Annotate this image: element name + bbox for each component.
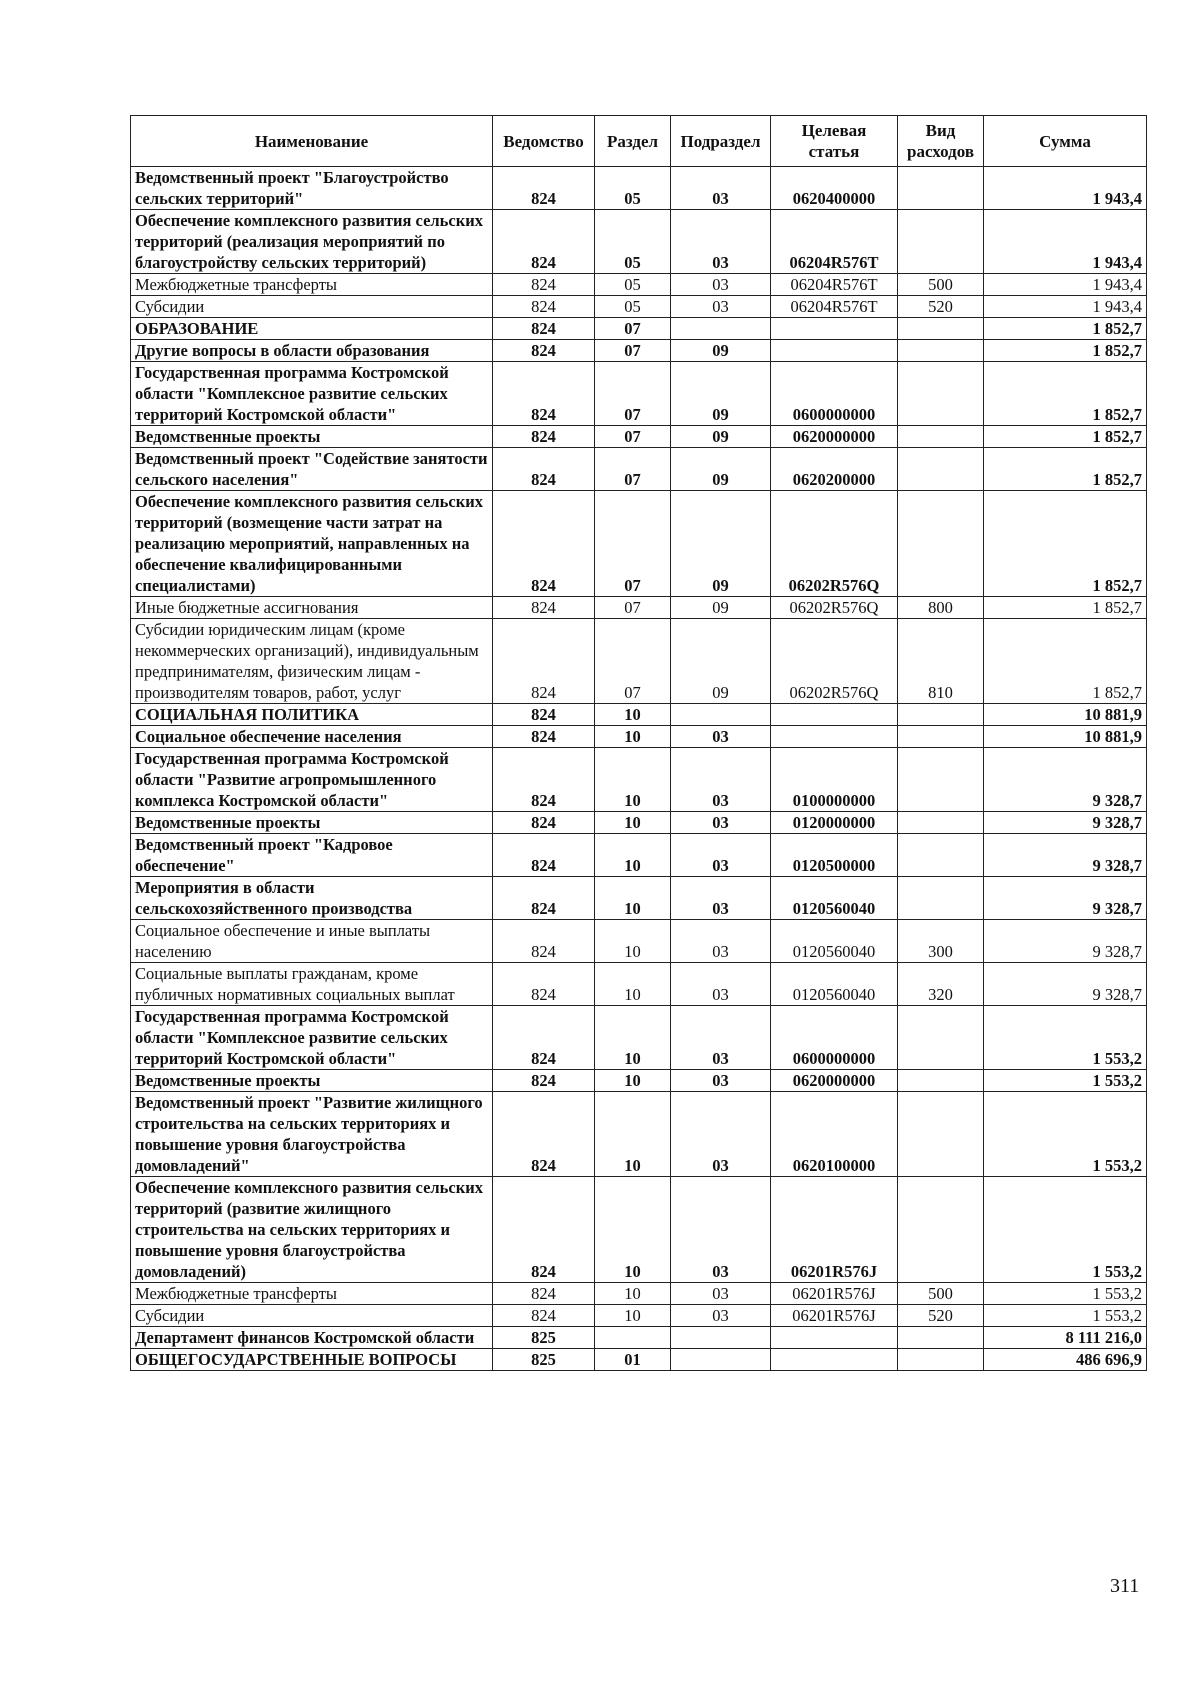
cell-amount: 1 943,4 bbox=[984, 167, 1147, 210]
cell-name: Социальное обеспечение и иные выплаты населению bbox=[131, 920, 493, 963]
cell-name: Межбюджетные трансферты bbox=[131, 274, 493, 296]
cell-amount: 9 328,7 bbox=[984, 812, 1147, 834]
cell-target-article: 0120500000 bbox=[771, 834, 898, 877]
cell-expense-type: 810 bbox=[898, 619, 984, 704]
cell-amount: 1 553,2 bbox=[984, 1006, 1147, 1070]
cell-amount: 1 943,4 bbox=[984, 274, 1147, 296]
cell-section: 10 bbox=[595, 1305, 671, 1327]
cell-expense-type bbox=[898, 318, 984, 340]
cell-name: Ведомственный проект "Благоустройство сельских территорий" bbox=[131, 167, 493, 210]
cell-name: Субсидии юридическим лицам (кроме некоммерческих организаций), индивидуальным предпринимателям, физическим лицам - производителям товаров, работ, услуг bbox=[131, 619, 493, 704]
cell-target-article: 06204R576T bbox=[771, 296, 898, 318]
table-row bbox=[131, 1327, 1147, 1349]
table-row bbox=[131, 726, 1147, 748]
cell-section: 10 bbox=[595, 726, 671, 748]
cell-department: 824 bbox=[493, 1006, 595, 1070]
cell-amount: 1 943,4 bbox=[984, 296, 1147, 318]
cell-expense-type bbox=[898, 210, 984, 274]
cell-amount: 1 852,7 bbox=[984, 362, 1147, 426]
cell-department: 824 bbox=[493, 296, 595, 318]
table-row bbox=[131, 296, 1147, 318]
cell-amount: 1 852,7 bbox=[984, 340, 1147, 362]
header-subsection: Подраздел bbox=[671, 116, 771, 167]
cell-section: 05 bbox=[595, 210, 671, 274]
cell-subsection: 09 bbox=[671, 362, 771, 426]
header-name: Наименование bbox=[131, 116, 493, 167]
cell-name: Мероприятия в области сельскохозяйственного производства bbox=[131, 877, 493, 920]
cell-subsection bbox=[671, 318, 771, 340]
header-section: Раздел bbox=[595, 116, 671, 167]
cell-name: Департамент финансов Костромской области bbox=[131, 1327, 493, 1349]
table-row bbox=[131, 1092, 1147, 1177]
cell-section: 07 bbox=[595, 619, 671, 704]
cell-section: 05 bbox=[595, 274, 671, 296]
cell-name: Межбюджетные трансферты bbox=[131, 1283, 493, 1305]
cell-subsection: 09 bbox=[671, 619, 771, 704]
cell-section: 07 bbox=[595, 426, 671, 448]
cell-subsection: 03 bbox=[671, 274, 771, 296]
cell-department: 824 bbox=[493, 834, 595, 877]
cell-name: Ведомственный проект "Содействие занятости сельского населения" bbox=[131, 448, 493, 491]
cell-section: 10 bbox=[595, 834, 671, 877]
cell-department: 824 bbox=[493, 448, 595, 491]
cell-expense-type bbox=[898, 1006, 984, 1070]
cell-department: 824 bbox=[493, 920, 595, 963]
header-target-article: Целевая статья bbox=[771, 116, 898, 167]
cell-name: ОБРАЗОВАНИЕ bbox=[131, 318, 493, 340]
cell-section: 10 bbox=[595, 920, 671, 963]
cell-section: 10 bbox=[595, 877, 671, 920]
cell-department: 824 bbox=[493, 877, 595, 920]
cell-target-article: 0600000000 bbox=[771, 1006, 898, 1070]
cell-subsection: 03 bbox=[671, 834, 771, 877]
cell-department: 824 bbox=[493, 963, 595, 1006]
cell-department: 825 bbox=[493, 1349, 595, 1371]
cell-subsection: 03 bbox=[671, 877, 771, 920]
cell-expense-type bbox=[898, 1349, 984, 1371]
table-row bbox=[131, 834, 1147, 877]
cell-name: СОЦИАЛЬНАЯ ПОЛИТИКА bbox=[131, 704, 493, 726]
cell-section: 10 bbox=[595, 1283, 671, 1305]
cell-section: 07 bbox=[595, 491, 671, 597]
cell-name: Государственная программа Костромской области "Комплексное развитие сельских территорий Костромской области" bbox=[131, 362, 493, 426]
cell-target-article bbox=[771, 704, 898, 726]
cell-amount: 1 852,7 bbox=[984, 426, 1147, 448]
cell-subsection: 09 bbox=[671, 597, 771, 619]
cell-department: 824 bbox=[493, 704, 595, 726]
table-body bbox=[131, 167, 1147, 1371]
cell-subsection: 03 bbox=[671, 963, 771, 1006]
cell-target-article: 0620100000 bbox=[771, 1092, 898, 1177]
cell-name: Ведомственные проекты bbox=[131, 1070, 493, 1092]
cell-expense-type bbox=[898, 748, 984, 812]
cell-target-article: 0620000000 bbox=[771, 426, 898, 448]
cell-section: 05 bbox=[595, 167, 671, 210]
cell-expense-type bbox=[898, 491, 984, 597]
cell-section: 10 bbox=[595, 1006, 671, 1070]
cell-subsection: 03 bbox=[671, 812, 771, 834]
cell-subsection bbox=[671, 1349, 771, 1371]
table-row bbox=[131, 340, 1147, 362]
table-row bbox=[131, 1006, 1147, 1070]
cell-section: 01 bbox=[595, 1349, 671, 1371]
cell-department: 824 bbox=[493, 1092, 595, 1177]
cell-section: 07 bbox=[595, 597, 671, 619]
cell-department: 824 bbox=[493, 340, 595, 362]
cell-subsection: 03 bbox=[671, 920, 771, 963]
cell-department: 824 bbox=[493, 491, 595, 597]
cell-subsection: 03 bbox=[671, 296, 771, 318]
cell-section: 10 bbox=[595, 748, 671, 812]
cell-name: Другие вопросы в области образования bbox=[131, 340, 493, 362]
cell-expense-type: 300 bbox=[898, 920, 984, 963]
table-header-row bbox=[131, 116, 1147, 167]
cell-subsection: 03 bbox=[671, 1006, 771, 1070]
cell-name: Государственная программа Костромской области "Развитие агропромышленного комплекса Костромской области" bbox=[131, 748, 493, 812]
cell-target-article: 06202R576Q bbox=[771, 491, 898, 597]
cell-department: 824 bbox=[493, 318, 595, 340]
cell-department: 824 bbox=[493, 274, 595, 296]
cell-name: Субсидии bbox=[131, 1305, 493, 1327]
cell-name: Ведомственный проект "Развитие жилищного строительства на сельских территориях и повышение уровня благоустройства домовладений" bbox=[131, 1092, 493, 1177]
table-row bbox=[131, 1283, 1147, 1305]
cell-subsection: 03 bbox=[671, 726, 771, 748]
table-row bbox=[131, 448, 1147, 491]
table-row bbox=[131, 597, 1147, 619]
header-department: Ведомство bbox=[493, 116, 595, 167]
cell-department: 824 bbox=[493, 1305, 595, 1327]
table-row bbox=[131, 748, 1147, 812]
cell-section: 07 bbox=[595, 340, 671, 362]
cell-section: 07 bbox=[595, 362, 671, 426]
cell-name: Социальное обеспечение населения bbox=[131, 726, 493, 748]
cell-target-article: 0120560040 bbox=[771, 877, 898, 920]
cell-department: 824 bbox=[493, 210, 595, 274]
cell-department: 824 bbox=[493, 726, 595, 748]
cell-section: 10 bbox=[595, 1177, 671, 1283]
table-row bbox=[131, 619, 1147, 704]
cell-name: Обеспечение комплексного развития сельских территорий (развитие жилищного строительства на сельских территориях и повышение уровня благоустройства домовладений) bbox=[131, 1177, 493, 1283]
cell-target-article: 06201R576J bbox=[771, 1283, 898, 1305]
table-row bbox=[131, 963, 1147, 1006]
cell-expense-type: 320 bbox=[898, 963, 984, 1006]
table-row bbox=[131, 704, 1147, 726]
cell-expense-type bbox=[898, 1327, 984, 1349]
cell-expense-type bbox=[898, 812, 984, 834]
cell-amount: 1 943,4 bbox=[984, 210, 1147, 274]
cell-amount: 9 328,7 bbox=[984, 963, 1147, 1006]
cell-expense-type bbox=[898, 448, 984, 491]
cell-amount: 486 696,9 bbox=[984, 1349, 1147, 1371]
cell-section: 10 bbox=[595, 1070, 671, 1092]
table-row bbox=[131, 1349, 1147, 1371]
cell-target-article: 0120560040 bbox=[771, 963, 898, 1006]
table-row bbox=[131, 210, 1147, 274]
cell-department: 825 bbox=[493, 1327, 595, 1349]
cell-subsection bbox=[671, 1327, 771, 1349]
cell-target-article: 0120000000 bbox=[771, 812, 898, 834]
cell-target-article: 0120560040 bbox=[771, 920, 898, 963]
cell-subsection: 09 bbox=[671, 426, 771, 448]
cell-amount: 8 111 216,0 bbox=[984, 1327, 1147, 1349]
cell-expense-type bbox=[898, 1070, 984, 1092]
cell-name: Ведомственные проекты bbox=[131, 426, 493, 448]
cell-section: 05 bbox=[595, 296, 671, 318]
cell-section: 07 bbox=[595, 448, 671, 491]
cell-amount: 1 553,2 bbox=[984, 1070, 1147, 1092]
table-row bbox=[131, 362, 1147, 426]
cell-subsection: 03 bbox=[671, 167, 771, 210]
cell-subsection: 03 bbox=[671, 1177, 771, 1283]
cell-amount: 1 553,2 bbox=[984, 1283, 1147, 1305]
cell-department: 824 bbox=[493, 597, 595, 619]
cell-target-article bbox=[771, 1327, 898, 1349]
cell-amount: 1 553,2 bbox=[984, 1177, 1147, 1283]
cell-expense-type bbox=[898, 726, 984, 748]
cell-department: 824 bbox=[493, 362, 595, 426]
cell-amount: 9 328,7 bbox=[984, 920, 1147, 963]
cell-expense-type: 520 bbox=[898, 296, 984, 318]
table-row bbox=[131, 812, 1147, 834]
cell-subsection: 03 bbox=[671, 210, 771, 274]
cell-expense-type bbox=[898, 834, 984, 877]
cell-subsection: 03 bbox=[671, 748, 771, 812]
cell-name: Ведомственный проект "Кадровое обеспечение" bbox=[131, 834, 493, 877]
table-row bbox=[131, 274, 1147, 296]
cell-expense-type bbox=[898, 426, 984, 448]
cell-name: Иные бюджетные ассигнования bbox=[131, 597, 493, 619]
cell-expense-type bbox=[898, 704, 984, 726]
cell-subsection: 03 bbox=[671, 1092, 771, 1177]
cell-expense-type: 500 bbox=[898, 274, 984, 296]
table-row bbox=[131, 491, 1147, 597]
cell-target-article: 0600000000 bbox=[771, 362, 898, 426]
cell-target-article: 0100000000 bbox=[771, 748, 898, 812]
cell-subsection: 03 bbox=[671, 1305, 771, 1327]
cell-section: 10 bbox=[595, 1092, 671, 1177]
cell-department: 824 bbox=[493, 1177, 595, 1283]
cell-subsection bbox=[671, 704, 771, 726]
cell-expense-type bbox=[898, 1092, 984, 1177]
cell-name: Субсидии bbox=[131, 296, 493, 318]
cell-name: Государственная программа Костромской области "Комплексное развитие сельских территорий Костромской области" bbox=[131, 1006, 493, 1070]
cell-name: ОБЩЕГОСУДАРСТВЕННЫЕ ВОПРОСЫ bbox=[131, 1349, 493, 1371]
cell-department: 824 bbox=[493, 619, 595, 704]
cell-department: 824 bbox=[493, 426, 595, 448]
cell-target-article bbox=[771, 1349, 898, 1371]
cell-amount: 1 852,7 bbox=[984, 448, 1147, 491]
cell-name: Обеспечение комплексного развития сельских территорий (возмещение части затрат на реализацию мероприятий, направленных на обеспечение квалифицированными специалистами) bbox=[131, 491, 493, 597]
cell-amount: 1 852,7 bbox=[984, 597, 1147, 619]
cell-department: 824 bbox=[493, 812, 595, 834]
cell-target-article: 0620200000 bbox=[771, 448, 898, 491]
cell-subsection: 09 bbox=[671, 491, 771, 597]
cell-expense-type bbox=[898, 167, 984, 210]
cell-section: 07 bbox=[595, 318, 671, 340]
table-row bbox=[131, 167, 1147, 210]
cell-subsection: 09 bbox=[671, 448, 771, 491]
cell-section bbox=[595, 1327, 671, 1349]
cell-subsection: 03 bbox=[671, 1283, 771, 1305]
cell-expense-type bbox=[898, 362, 984, 426]
cell-amount: 1 852,7 bbox=[984, 619, 1147, 704]
cell-amount: 1 553,2 bbox=[984, 1092, 1147, 1177]
table-row bbox=[131, 1177, 1147, 1283]
cell-department: 824 bbox=[493, 167, 595, 210]
cell-name: Обеспечение комплексного развития сельских территорий (реализация мероприятий по благоустройству сельских территорий) bbox=[131, 210, 493, 274]
cell-target-article bbox=[771, 726, 898, 748]
cell-expense-type: 800 bbox=[898, 597, 984, 619]
cell-expense-type bbox=[898, 340, 984, 362]
cell-subsection: 03 bbox=[671, 1070, 771, 1092]
table-row bbox=[131, 920, 1147, 963]
cell-amount: 10 881,9 bbox=[984, 726, 1147, 748]
cell-target-article bbox=[771, 318, 898, 340]
cell-amount: 1 852,7 bbox=[984, 318, 1147, 340]
cell-department: 824 bbox=[493, 1070, 595, 1092]
table-row bbox=[131, 1070, 1147, 1092]
cell-expense-type: 520 bbox=[898, 1305, 984, 1327]
cell-expense-type bbox=[898, 1177, 984, 1283]
cell-target-article: 06201R576J bbox=[771, 1177, 898, 1283]
cell-name: Социальные выплаты гражданам, кроме публичных нормативных социальных выплат bbox=[131, 963, 493, 1006]
cell-amount: 1 553,2 bbox=[984, 1305, 1147, 1327]
cell-amount: 9 328,7 bbox=[984, 834, 1147, 877]
cell-target-article: 0620400000 bbox=[771, 167, 898, 210]
header-expense-type: Вид расходов bbox=[898, 116, 984, 167]
cell-expense-type: 500 bbox=[898, 1283, 984, 1305]
cell-target-article bbox=[771, 340, 898, 362]
table-row bbox=[131, 426, 1147, 448]
cell-department: 824 bbox=[493, 748, 595, 812]
budget-table bbox=[130, 115, 1147, 1371]
cell-amount: 9 328,7 bbox=[984, 877, 1147, 920]
table-row bbox=[131, 1305, 1147, 1327]
cell-expense-type bbox=[898, 877, 984, 920]
cell-subsection: 09 bbox=[671, 340, 771, 362]
header-amount: Сумма bbox=[984, 116, 1147, 167]
cell-section: 10 bbox=[595, 704, 671, 726]
cell-amount: 1 852,7 bbox=[984, 491, 1147, 597]
cell-target-article: 06204R576T bbox=[771, 210, 898, 274]
table-row bbox=[131, 318, 1147, 340]
cell-target-article: 0620000000 bbox=[771, 1070, 898, 1092]
cell-amount: 9 328,7 bbox=[984, 748, 1147, 812]
cell-target-article: 06202R576Q bbox=[771, 619, 898, 704]
cell-section: 10 bbox=[595, 812, 671, 834]
table-row bbox=[131, 877, 1147, 920]
page-number: 311 bbox=[1110, 1575, 1140, 1597]
cell-department: 824 bbox=[493, 1283, 595, 1305]
cell-target-article: 06204R576T bbox=[771, 274, 898, 296]
cell-amount: 10 881,9 bbox=[984, 704, 1147, 726]
cell-target-article: 06201R576J bbox=[771, 1305, 898, 1327]
cell-name: Ведомственные проекты bbox=[131, 812, 493, 834]
cell-section: 10 bbox=[595, 963, 671, 1006]
cell-target-article: 06202R576Q bbox=[771, 597, 898, 619]
